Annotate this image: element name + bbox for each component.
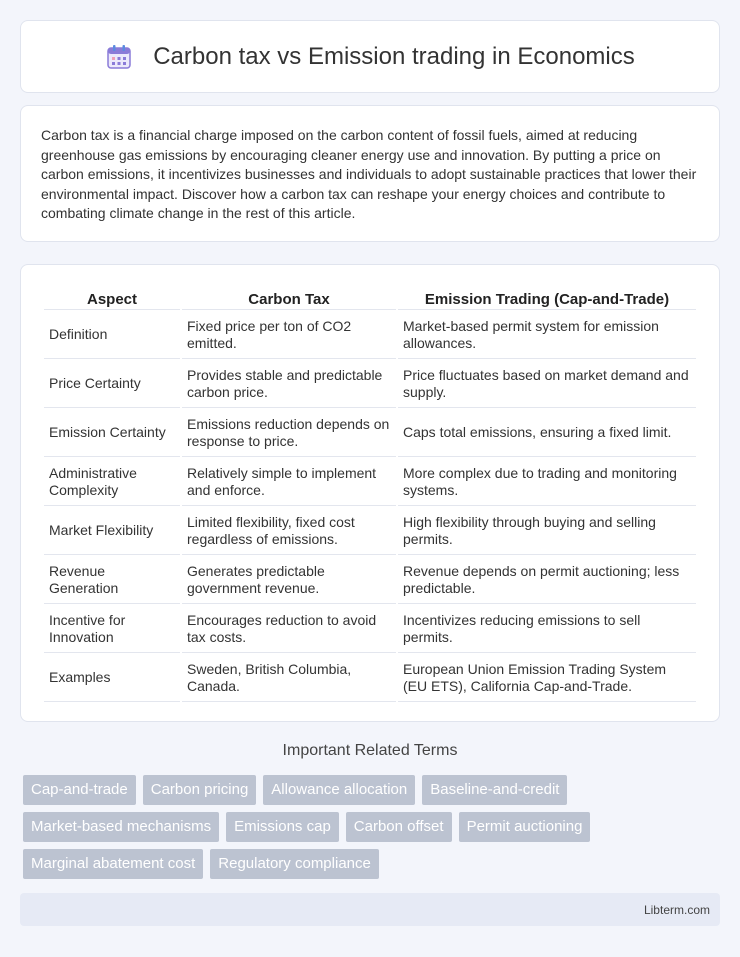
table-cell: Provides stable and predictable carbon price. xyxy=(182,361,396,408)
table-row xyxy=(44,361,696,408)
related-term-tag[interactable]: Market-based mechanisms xyxy=(23,812,219,842)
table-cell: Fixed price per ton of CO2 emitted. xyxy=(182,312,396,359)
related-terms-list xyxy=(23,775,723,886)
related-term-tag[interactable]: Regulatory compliance xyxy=(210,849,379,879)
table-cell: More complex due to trading and monitoring systems. xyxy=(398,459,696,506)
comparison-table xyxy=(42,286,698,704)
footer-site-link[interactable]: Libterm.com xyxy=(643,903,710,917)
related-term-tag[interactable]: Allowance allocation xyxy=(263,775,415,805)
table-row xyxy=(44,459,696,506)
related-term-tag[interactable]: Baseline-and-credit xyxy=(422,775,567,805)
table-cell: Price Certainty xyxy=(44,361,180,408)
table-cell: Market-based permit system for emission allowances. xyxy=(398,312,696,359)
table-cell: Revenue Generation xyxy=(44,557,180,604)
table-cell: Examples xyxy=(44,655,180,702)
intro-card xyxy=(20,105,720,242)
table-cell: European Union Emission Trading System (EU ETS), California Cap-and-Trade. xyxy=(398,655,696,702)
table-cell: Limited flexibility, fixed cost regardless of emissions. xyxy=(182,508,396,555)
table-cell: Incentive for Innovation xyxy=(44,606,180,653)
header-emission-trading: Emission Trading (Cap-and-Trade) xyxy=(398,288,696,310)
table-cell: High flexibility through buying and selling permits. xyxy=(398,508,696,555)
table-cell: Market Flexibility xyxy=(44,508,180,555)
table-cell: Encourages reduction to avoid tax costs. xyxy=(182,606,396,653)
table-row xyxy=(44,606,696,653)
intro-text: Carbon tax is a financial charge imposed on the carbon content of fossil fuels, aimed at reducing greenhouse gas emissions by encouraging cleaner energy use and innovation. By putting a price on carbon emissions, it incentivizes businesses and individuals to adopt sustainable practices that lower their environmental impact. Discover how a carbon tax can reshape your energy choices and contribute to combating climate change in the rest of this article. xyxy=(41,127,697,222)
table-cell: Administrative Complexity xyxy=(44,459,180,506)
table-cell: Incentivizes reducing emissions to sell permits. xyxy=(398,606,696,653)
table-row xyxy=(44,557,696,604)
table-row xyxy=(44,410,696,457)
table-cell: Sweden, British Columbia, Canada. xyxy=(182,655,396,702)
comparison-table-card xyxy=(20,264,720,722)
page-title: Carbon tax vs Emission trading in Economics xyxy=(153,42,635,70)
table-cell: Caps total emissions, ensuring a fixed limit. xyxy=(398,410,696,457)
table-cell: Relatively simple to implement and enforce. xyxy=(182,459,396,506)
table-cell: Generates predictable government revenue. xyxy=(182,557,396,604)
related-term-tag[interactable]: Carbon offset xyxy=(346,812,452,842)
table-row xyxy=(44,312,696,359)
related-term-tag[interactable]: Marginal abatement cost xyxy=(23,849,203,879)
related-term-tag[interactable]: Permit auctioning xyxy=(459,812,591,842)
table-cell: Price fluctuates based on market demand and supply. xyxy=(398,361,696,408)
header-card xyxy=(20,20,720,93)
related-terms-title: Important Related Terms xyxy=(282,742,458,759)
table-cell: Emission Certainty xyxy=(44,410,180,457)
table-header-row xyxy=(44,288,696,310)
header-carbon-tax: Carbon Tax xyxy=(182,288,396,310)
table-cell: Revenue depends on permit auctioning; less predictable. xyxy=(398,557,696,604)
related-term-tag[interactable]: Cap-and-trade xyxy=(23,775,136,805)
related-term-tag[interactable]: Carbon pricing xyxy=(143,775,257,805)
footer xyxy=(20,893,720,926)
table-cell: Emissions reduction depends on response to price. xyxy=(182,410,396,457)
table-cell: Definition xyxy=(44,312,180,359)
calendar-icon xyxy=(105,43,133,71)
header-aspect: Aspect xyxy=(44,288,180,310)
table-row xyxy=(44,508,696,555)
related-term-tag[interactable]: Emissions cap xyxy=(226,812,339,842)
table-row xyxy=(44,655,696,702)
